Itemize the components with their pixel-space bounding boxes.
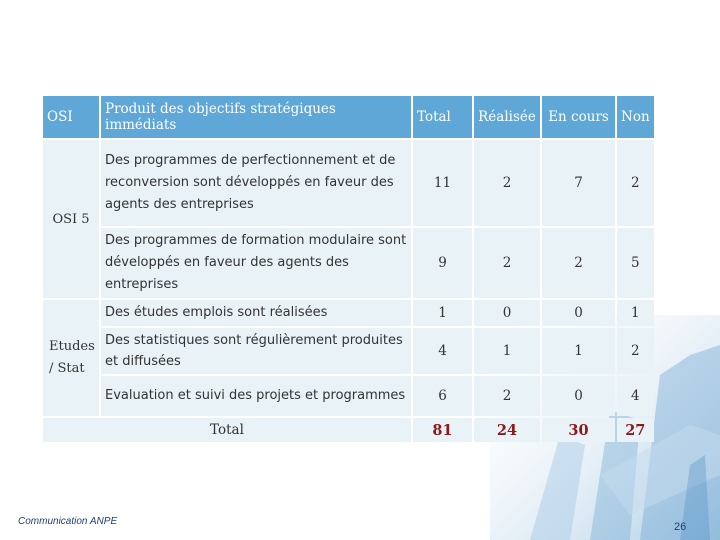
table-row <box>43 300 654 326</box>
header-non: Non <box>617 96 654 138</box>
row-realisee: 2 <box>474 140 540 226</box>
table-row <box>43 376 654 416</box>
totals-row <box>43 418 654 442</box>
header-osi: OSI <box>43 96 99 138</box>
totals-label: Total <box>43 418 411 442</box>
header-row <box>43 96 654 138</box>
row-non: 2 <box>617 328 654 374</box>
row-description: Evaluation et suivi des projets et programmes <box>101 376 411 416</box>
row-non: 4 <box>617 376 654 416</box>
row-realisee: 2 <box>474 228 540 298</box>
group-label-etudes-stat: Etudes / Stat <box>43 300 99 416</box>
header-product: Produit des objectifs stratégiques immédiats <box>101 96 411 138</box>
row-realisee: 2 <box>474 376 540 416</box>
header-en-cours: En cours <box>542 96 615 138</box>
totals-total: 81 <box>413 418 472 442</box>
row-realisee: 1 <box>474 328 540 374</box>
row-total: 6 <box>413 376 472 416</box>
row-en-cours: 0 <box>542 376 615 416</box>
row-total: 9 <box>413 228 472 298</box>
totals-non: 27 <box>617 418 654 442</box>
row-en-cours: 2 <box>542 228 615 298</box>
row-total: 1 <box>413 300 472 326</box>
row-description: Des statistiques sont régulièrement produites et diffusées <box>101 328 411 374</box>
header-realisee: Réalisée <box>474 96 540 138</box>
row-non: 1 <box>617 300 654 326</box>
row-realisee: 0 <box>474 300 540 326</box>
row-description: Des études emplois sont réalisées <box>101 300 411 326</box>
row-total: 4 <box>413 328 472 374</box>
totals-realisee: 24 <box>474 418 540 442</box>
table-row <box>43 140 654 226</box>
footer-source: Communication ANPE <box>18 516 118 527</box>
table-row <box>43 328 654 374</box>
group-label-osi5: OSI 5 <box>43 140 99 298</box>
row-description: Des programmes de perfectionnement et de reconversion sont développés en faveur des agents des entreprises <box>101 140 411 226</box>
row-en-cours: 1 <box>542 328 615 374</box>
totals-en-cours: 30 <box>542 418 615 442</box>
row-total: 11 <box>413 140 472 226</box>
row-non: 2 <box>617 140 654 226</box>
row-description: Des programmes de formation modulaire sont développés en faveur des agents des entreprises <box>101 228 411 298</box>
row-en-cours: 0 <box>542 300 615 326</box>
page-number: 26 <box>674 521 687 533</box>
row-en-cours: 7 <box>542 140 615 226</box>
objectives-table <box>41 94 656 444</box>
header-total: Total <box>413 96 472 138</box>
table-row <box>43 228 654 298</box>
row-non: 5 <box>617 228 654 298</box>
